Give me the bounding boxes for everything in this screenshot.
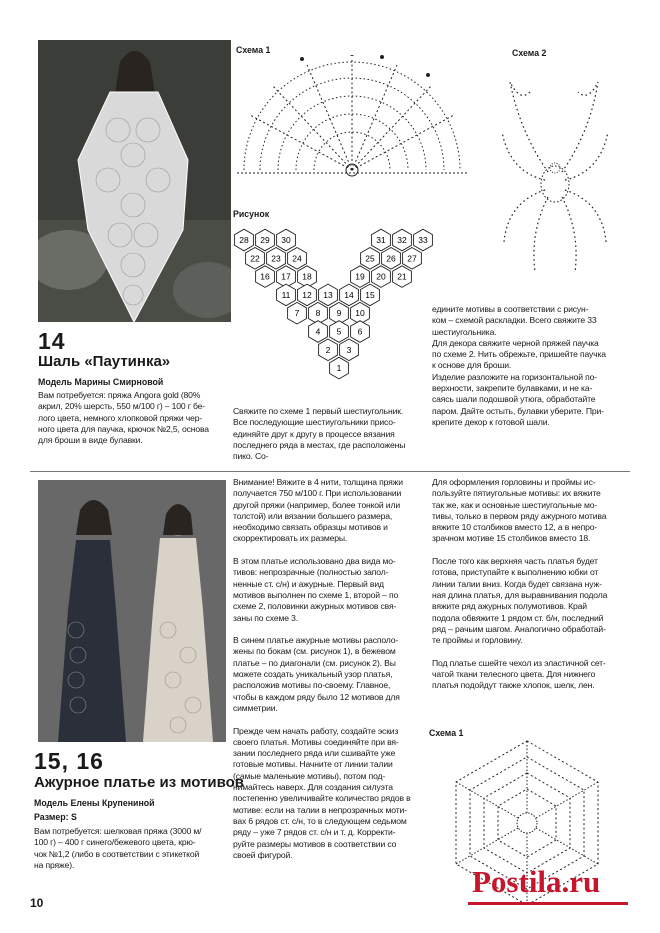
materials-top: Вам потребуется: пряжа Angora gold (80% акрил, 20% шерсть, 550 м/100 г) – 100 г бе- лого цвета, немного хлопковой пряжи чер- ного цвета для паучка, крючок №2,5, основа для броши в виде булавки. bbox=[38, 390, 209, 446]
hexagon-number: 9 bbox=[336, 308, 342, 319]
scheme1-diagram-top bbox=[232, 55, 472, 205]
hexagon-number: 19 bbox=[355, 271, 365, 282]
hexagon-number: 6 bbox=[357, 326, 363, 337]
hexagon-number: 32 bbox=[397, 235, 407, 245]
hexagon-number: 31 bbox=[376, 235, 386, 245]
hexagon-16 bbox=[256, 266, 275, 288]
hexagon-26 bbox=[382, 248, 401, 270]
scheme1-label-top: Схема 1 bbox=[236, 45, 271, 55]
hexagon-number: 5 bbox=[336, 326, 342, 337]
hexagon-4 bbox=[309, 321, 328, 343]
hexagon-number: 29 bbox=[260, 235, 270, 245]
hexagon-number: 12 bbox=[302, 289, 312, 300]
hexagon-21 bbox=[393, 266, 412, 288]
hexagon-29 bbox=[256, 229, 275, 251]
hexagon-number: 4 bbox=[315, 326, 321, 337]
size-bottom: Размер: S bbox=[34, 812, 77, 822]
watermark-text: Postila.ru bbox=[472, 864, 601, 899]
hexagon-1 bbox=[330, 357, 349, 379]
hexagon-number: 26 bbox=[386, 253, 396, 264]
hexagon-number: 1 bbox=[336, 363, 342, 374]
hexagon-number: 16 bbox=[260, 271, 270, 282]
pattern-number-top: 14 bbox=[38, 328, 66, 354]
shawl-photo bbox=[38, 40, 231, 322]
hexagon-number: 22 bbox=[250, 253, 260, 264]
hexagon-33 bbox=[414, 229, 433, 251]
hexagon-number: 13 bbox=[323, 289, 333, 300]
hexagon-3 bbox=[340, 339, 359, 361]
hexagon-number: 20 bbox=[376, 271, 386, 282]
hexagon-number: 28 bbox=[239, 235, 249, 245]
hexagon-number: 17 bbox=[281, 271, 291, 282]
hexagon-number: 33 bbox=[418, 235, 428, 245]
watermark-logo bbox=[468, 862, 638, 908]
hexagon-layout-diagram bbox=[228, 224, 460, 396]
model-author-bottom: Модель Елены Крупениной bbox=[34, 798, 155, 808]
hexagon-30 bbox=[277, 229, 296, 251]
hexagon-15 bbox=[361, 284, 380, 306]
hexagon-number: 18 bbox=[302, 271, 312, 282]
hexagon-28 bbox=[235, 229, 254, 251]
instructions-col2-top: Свяжите по схеме 1 первый шестиугольник. Все последующие шестиугольники присо- единяйте друг к другу в процессе вязания последнего ряда в местах, где расположены пико. Со- bbox=[233, 406, 406, 462]
hexagon-32 bbox=[393, 229, 412, 251]
hexagon-number: 7 bbox=[294, 308, 300, 319]
dress-photo-illustration bbox=[38, 480, 226, 742]
logo-underline bbox=[468, 902, 628, 905]
pattern-number-bottom: 15, 16 bbox=[34, 748, 104, 774]
materials-bottom: Вам потребуется: шелковая пряжа (3000 м/ 100 г) – 400 г синего/бежевого цвета, крю- чок №1,2 (либо в соответствии с этикеткой на пряже). bbox=[34, 826, 202, 870]
hexagon-11 bbox=[277, 284, 296, 306]
hexagon-number: 10 bbox=[355, 308, 365, 319]
hexagon-7 bbox=[288, 302, 307, 324]
shawl-photo-illustration bbox=[38, 40, 231, 322]
hexagon-13 bbox=[319, 284, 338, 306]
instructions-col2-bottom: Внимание! Вяжите в 4 нити, толщина пряжи получается 750 м/100 г. При использовании другой пряжи (например, более тонкой или толстой) или вязании большего размера, необходимо связать образцы мотивов и скорректировать их размеры. В этом платье использовано два вида мо- тивов: непрозрачные (полностью запол- ненные ст. с/н) и ажурные. Первый вид мотивов выполнен по схеме 1, второй – по схеме 2, половинки ажурных мотивов свя- заны по схеме 3. В синем платье ажурные мотивы располо- жены по бокам (см. рисунок 1), в бежевом платье – по диагонали (см. рисунок 2). Вы можете создать уникальный узор платья, расположив мотивы по-своему. Главное, чтобы в каждом ряду было 12 мотивов для симметрии. Прежде чем начать работу, создайте эскиз своего платья. Мотивы соединяйте при вя- зании последнего ряда или сшивайте уже готовые мотивы. Начните от линии талии (самые маленькие мотивы), потом под- нимайтесь наверх. Для создания силуэта постепенно увеличивайте количество рядов в мотиве: если на талии в непрозрачных моти- вах 6 рядов ст. с/н, то в следующем седьмом ряду – уже 7 рядов ст. с/н и т. д. Корректи- руйте размеры мотивов в соответствии со своей фигурой. bbox=[233, 477, 411, 860]
hexagon-number: 8 bbox=[315, 308, 321, 319]
hexagon-31 bbox=[372, 229, 391, 251]
drawing-label-top: Рисунок bbox=[233, 209, 270, 219]
dress-photo bbox=[38, 480, 226, 742]
hexagon-number: 30 bbox=[281, 235, 291, 245]
instructions-col3-top: едините мотивы в соответствии с рисун- ком – схемой раскладки. Всего свяжите 33 шестиугольника. Для декора свяжите черной пряжей паучка по схеме 2. Нить обрежьте, пришейте паучка к основе для броши. Изделие разложите на горизонтальной по- верхности, закрепите булавками, и не ка- саясь шали подошвой утюга, обработайте паром. Дайте остыть, булавки уберите. При- крепите декор к готовой шали. bbox=[432, 304, 606, 427]
hexagon-number: 3 bbox=[346, 344, 352, 355]
hexagon-5 bbox=[330, 321, 349, 343]
hexagon-number: 23 bbox=[271, 253, 281, 264]
hexagon-14 bbox=[340, 284, 359, 306]
hexagon-25 bbox=[361, 248, 380, 270]
hexagon-number: 21 bbox=[397, 271, 407, 282]
scheme1-label-bottom: Схема 1 bbox=[429, 728, 464, 738]
hexagon-number: 2 bbox=[325, 344, 331, 355]
hexagon-2 bbox=[319, 339, 338, 361]
hexagon-12 bbox=[298, 284, 317, 306]
hexagon-24 bbox=[288, 248, 307, 270]
hexagon-number: 24 bbox=[292, 253, 302, 264]
hexagon-number: 15 bbox=[365, 289, 375, 300]
instructions-col3-bottom: Для оформления горловины и проймы ис- пользуйте пятиугольные мотивы: их вяжите так же, как и основные шестиугольные мо- тивы, только в первом ряду ажурного мотива вяжите 10 столбиков вместо 12, а в непро- зрачном мотиве 15 столбиков вместо 18. После того как верхняя часть платья будет готова, приступайте к выполнению юбки от линии талии вниз. Когда будет связана нуж- ная длина платья, для выравнивания подола вяжите ряд ажурных полумотивов. Край подола обвяжите 1 рядом ст. б/н, последний ряд – рачьим шагом. Аналогично обработай- те проймы и горловину. Под платье сшейте чехол из эластичной сет- чатой ткани телесного цвета. Для нижнего платья подойдут также хлопок, шелк, лен. bbox=[432, 477, 608, 691]
pattern-title-top: Шаль «Паутинка» bbox=[38, 353, 171, 370]
pattern-title-bottom: Ажурное платье из мотивов bbox=[34, 774, 245, 791]
hexagon-19 bbox=[351, 266, 370, 288]
hexagon-27 bbox=[403, 248, 422, 270]
hexagon-23 bbox=[267, 248, 286, 270]
hexagon-number: 27 bbox=[407, 253, 417, 264]
page-number: 10 bbox=[30, 896, 44, 910]
hexagon-6 bbox=[351, 321, 370, 343]
hexagon-number: 25 bbox=[365, 253, 375, 264]
hexagon-20 bbox=[372, 266, 391, 288]
model-author-top: Модель Марины Смирновой bbox=[38, 377, 164, 387]
scheme2-spider-diagram bbox=[490, 62, 620, 282]
hexagon-22 bbox=[246, 248, 265, 270]
scheme2-label-top: Схема 2 bbox=[512, 48, 547, 58]
hexagon-number: 11 bbox=[281, 289, 291, 300]
hexagon-number: 14 bbox=[344, 289, 354, 300]
